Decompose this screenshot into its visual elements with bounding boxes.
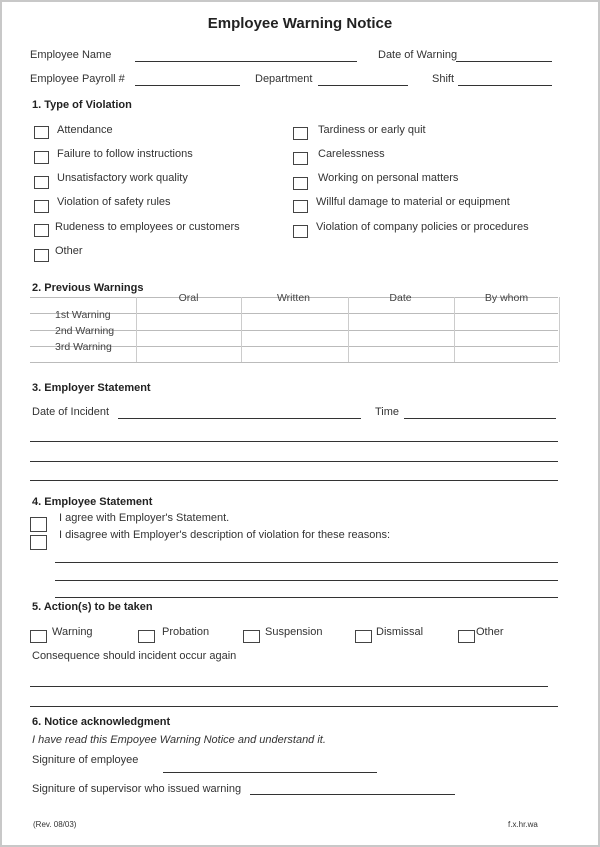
section6-title: 6. Notice acknowledgment xyxy=(32,716,171,728)
violation-label: Other xyxy=(55,245,83,257)
column-header-written: Written xyxy=(276,292,311,304)
department-label: Department xyxy=(255,73,313,85)
form-code: f.x.hr.wa xyxy=(508,820,538,829)
checkbox-willful-damage[interactable] xyxy=(293,200,308,213)
date-of-incident-field[interactable] xyxy=(118,418,361,419)
checkbox-action-other[interactable] xyxy=(458,630,475,643)
consequence-label: Consequence should incident occur again xyxy=(32,650,237,662)
checkbox-other-violation[interactable] xyxy=(34,249,49,262)
employee-payroll-label: Employee Payroll # xyxy=(30,73,125,85)
date-of-warning-field[interactable] xyxy=(456,61,552,62)
violation-label: Violation of safety rules xyxy=(57,196,171,208)
form-title: Employee Warning Notice xyxy=(207,15,393,32)
action-label: Other xyxy=(476,626,504,638)
consequence-line[interactable] xyxy=(30,706,558,707)
revision-label: (Rev. 08/03) xyxy=(33,820,77,829)
violation-label: Willful damage to material or equipment xyxy=(316,196,510,208)
checkbox-tardiness[interactable] xyxy=(293,127,308,140)
action-label: Dismissal xyxy=(376,626,424,638)
checkbox-carelessness[interactable] xyxy=(293,152,308,165)
date-of-warning-label: Date of Warning xyxy=(378,49,458,61)
violation-label: Rudeness to employees or customers xyxy=(55,221,240,233)
action-label: Warning xyxy=(52,626,93,638)
employer-statement-line[interactable] xyxy=(30,461,558,462)
department-field[interactable] xyxy=(318,85,408,86)
checkbox-attendance[interactable] xyxy=(34,126,49,139)
employee-statement-line[interactable] xyxy=(55,597,558,598)
section1-title: 1. Type of Violation xyxy=(32,99,132,111)
column-header-date: Date xyxy=(389,292,412,304)
section5-title: 5. Action(s) to be taken xyxy=(32,601,153,613)
employee-payroll-field[interactable] xyxy=(135,85,240,86)
section3-title: 3. Employer Statement xyxy=(32,382,151,394)
action-label: Probation xyxy=(162,626,210,638)
supervisor-signature-label: Signiture of supervisor who issued warning xyxy=(32,783,242,795)
checkbox-disagree[interactable] xyxy=(30,535,47,550)
time-field[interactable] xyxy=(404,418,556,419)
row-label-1st-warning: 1st Warning xyxy=(55,309,111,321)
employer-statement-line[interactable] xyxy=(30,441,558,442)
violation-label: Working on personal matters xyxy=(318,172,459,184)
section2-title: 2. Previous Warnings xyxy=(32,282,144,294)
employee-statement-line[interactable] xyxy=(55,580,558,581)
row-label-3rd-warning: 3rd Warning xyxy=(55,341,112,353)
consequence-line[interactable] xyxy=(30,686,548,687)
acknowledgment-statement: I have read this Empoyee Warning Notice and understand it. xyxy=(32,734,326,746)
time-label: Time xyxy=(375,406,400,418)
checkbox-company-policies[interactable] xyxy=(293,225,308,238)
shift-field[interactable] xyxy=(458,85,552,86)
disagree-label: I disagree with Employer's description of violation for these reasons: xyxy=(59,529,391,541)
action-label: Suspension xyxy=(265,626,323,638)
checkbox-action-warning[interactable] xyxy=(30,630,47,643)
violation-label: Tardiness or early quit xyxy=(318,124,426,136)
supervisor-signature-field[interactable] xyxy=(250,794,455,795)
column-header-by-whom: By whom xyxy=(484,292,529,304)
checkbox-personal-matters[interactable] xyxy=(293,177,308,190)
employer-statement-line[interactable] xyxy=(30,480,558,481)
column-header-oral: Oral xyxy=(178,292,199,304)
checkbox-rudeness[interactable] xyxy=(34,224,49,237)
employee-name-field[interactable] xyxy=(135,61,357,62)
employee-signature-field[interactable] xyxy=(163,772,377,773)
checkbox-action-probation[interactable] xyxy=(138,630,155,643)
violation-label: Carelessness xyxy=(318,148,385,160)
section4-title: 4. Employee Statement xyxy=(32,496,153,508)
employee-name-label: Employee Name xyxy=(30,49,112,61)
checkbox-action-suspension[interactable] xyxy=(243,630,260,643)
date-of-incident-label: Date of Incident xyxy=(32,406,110,418)
employee-signature-label: Signiture of employee xyxy=(32,754,139,766)
row-label-2nd-warning: 2nd Warning xyxy=(55,325,115,337)
violation-label: Violation of company policies or procedures xyxy=(316,221,529,233)
violation-label: Unsatisfactory work quality xyxy=(57,172,188,184)
agree-label: I agree with Employer's Statement. xyxy=(59,512,230,524)
checkbox-action-dismissal[interactable] xyxy=(355,630,372,643)
checkbox-safety-rules[interactable] xyxy=(34,200,49,213)
checkbox-agree[interactable] xyxy=(30,517,47,532)
employee-statement-line[interactable] xyxy=(55,562,558,563)
violation-label: Failure to follow instructions xyxy=(57,148,193,160)
checkbox-unsatisfactory-work[interactable] xyxy=(34,176,49,189)
violation-label: Attendance xyxy=(57,124,113,136)
shift-label: Shift xyxy=(432,73,455,85)
checkbox-failure-to-follow[interactable] xyxy=(34,151,49,164)
